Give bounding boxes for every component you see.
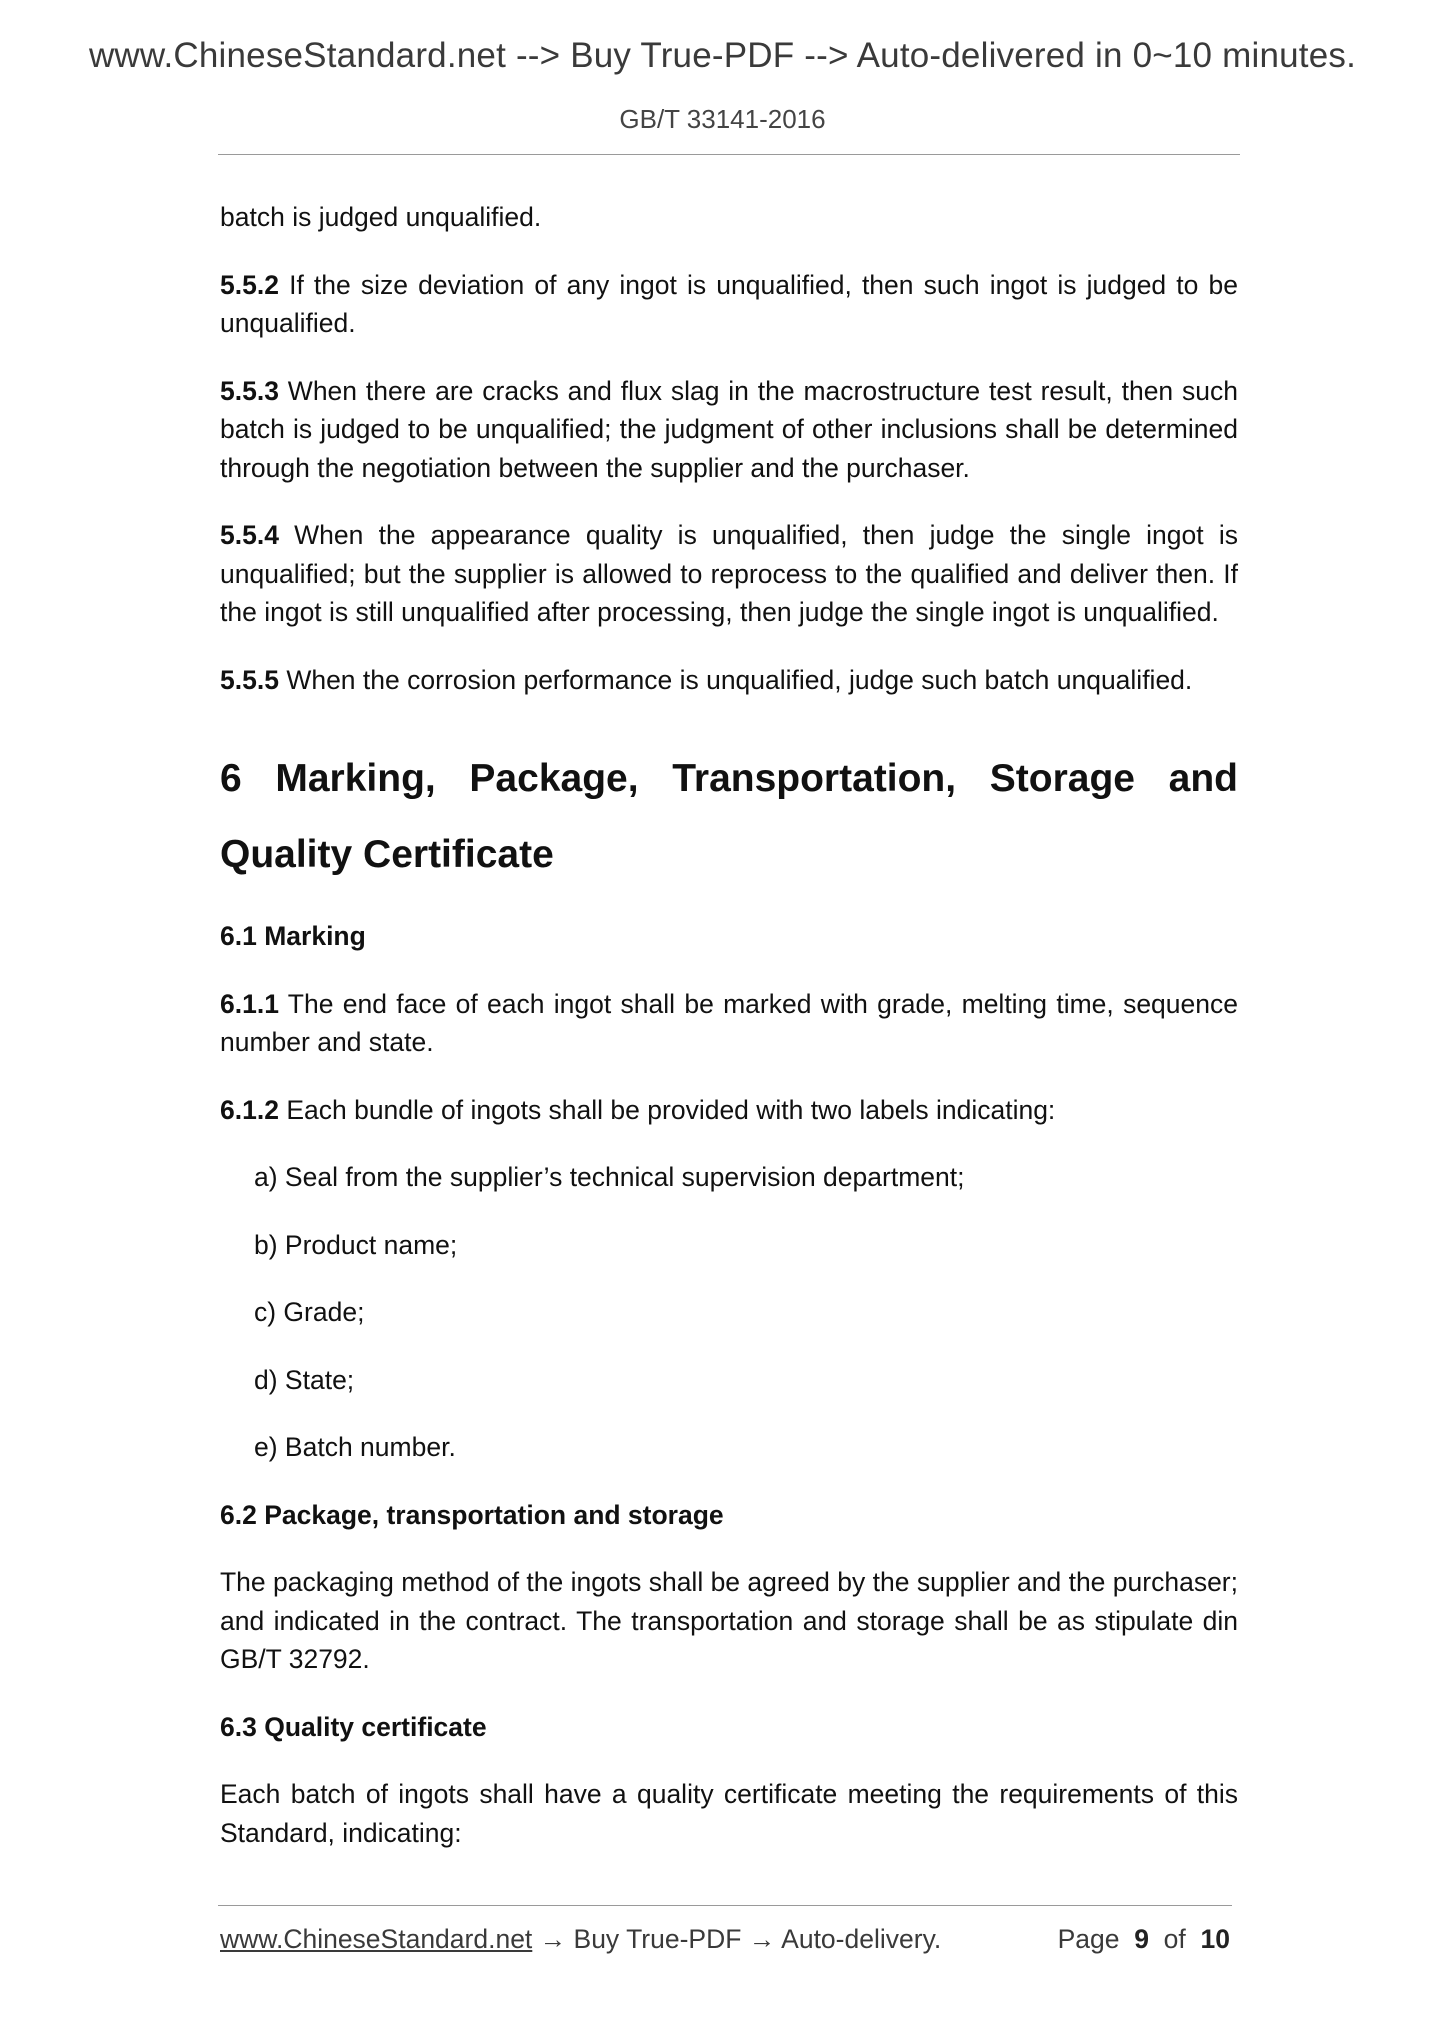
clause-5-5-4 xyxy=(220,516,1238,632)
clause-text: If the size deviation of any ingot is unqualified, then such ingot is judged to be unqualified. xyxy=(220,269,1238,338)
clause-number: 6.1.1 xyxy=(220,988,279,1019)
subsection-6-3-heading: 6.3 Quality certificate xyxy=(220,1711,487,1742)
paragraph-text: Each batch of ingots shall have a quality certificate meeting the requirements of this Standard, indicating: xyxy=(220,1779,1238,1848)
paragraph-6-3 xyxy=(220,1775,1238,1852)
subsection-6-1-heading: 6.1 Marking xyxy=(220,921,366,951)
current-page-number: 9 xyxy=(1134,1924,1149,1954)
clause-text: When there are cracks and flux slag in the macrostructure test result, then such batch is judged to be unqualified; the judgment of other inclusions shall be determined through the negotiation between the supplier and the purchaser. xyxy=(220,375,1238,483)
clause-6-1-1 xyxy=(220,985,1238,1062)
clause-number: 5.5.4 xyxy=(220,520,279,550)
clause-text: When the appearance quality is unqualified, then judge the single ingot is unqualified; but the supplier is allowed to reprocess to the qualified and deliver then. If the ingot is still unqualified after processing, then judge the single ingot is unqualified. xyxy=(220,520,1238,627)
clause-5-5-5 xyxy=(220,661,1238,700)
clause-text: Each bundle of ingots shall be provided with two labels indicating: xyxy=(278,1094,1056,1125)
section-6-heading xyxy=(220,741,1238,893)
list-item: c) Grade; xyxy=(254,1297,365,1327)
list-item: a) Seal from the supplier’s technical supervision department; xyxy=(254,1162,965,1192)
clause-5-5-2 xyxy=(220,266,1238,343)
footer-promo-text: → Buy True-PDF → Auto-delivery. xyxy=(532,1924,942,1954)
paragraph-continuation xyxy=(220,198,1238,237)
section-heading-line-2: Quality Certificate xyxy=(220,833,554,876)
total-pages-number: 10 xyxy=(1200,1924,1230,1954)
page-indicator xyxy=(1058,1924,1230,1955)
of-label: of xyxy=(1163,1924,1186,1954)
section-heading-line-1: 6 Marking, Package, Transportation, Storage and xyxy=(220,757,1238,800)
footer-site-link[interactable]: www.ChineseStandard.net xyxy=(220,1924,533,1954)
top-banner: www.ChineseStandard.net --> Buy True-PDF --> Auto-delivered in 0~10 minutes. xyxy=(88,36,1357,75)
page-label: Page xyxy=(1057,1924,1120,1954)
clause-5-5-3 xyxy=(220,372,1238,488)
paragraph-text: The packaging method of the ingots shall be agreed by the supplier and the purchaser; and indicated in the contract. The transportation and storage shall be as stipulate din GB/T 32792. xyxy=(220,1567,1238,1674)
clause-number: 5.5.2 xyxy=(220,269,279,300)
list-item: e) Batch number. xyxy=(254,1432,456,1462)
header-divider xyxy=(218,154,1240,155)
clause-text: The end face of each ingot shall be marked with grade, melting time, sequence number and state. xyxy=(220,988,1238,1057)
subsection-6-2-heading: 6.2 Package, transportation and storage xyxy=(220,1499,724,1530)
list-item: b) Product name; xyxy=(254,1229,458,1260)
paragraph-6-2 xyxy=(220,1563,1238,1679)
list-item: d) State; xyxy=(254,1364,355,1395)
clause-number: 5.5.3 xyxy=(220,375,279,406)
clause-number: 6.1.2 xyxy=(220,1094,279,1125)
clause-6-1-2 xyxy=(220,1091,1238,1130)
clause-text: When the corrosion performance is unqualified, judge such batch unqualified. xyxy=(278,664,1193,695)
document-body xyxy=(220,198,1238,1881)
footer-promo xyxy=(220,1924,941,1955)
standard-code: GB/T 33141-2016 xyxy=(619,104,826,134)
clause-number: 5.5.5 xyxy=(220,664,279,695)
footer-divider xyxy=(218,1905,1232,1906)
paragraph-text: batch is judged unqualified. xyxy=(220,202,542,232)
